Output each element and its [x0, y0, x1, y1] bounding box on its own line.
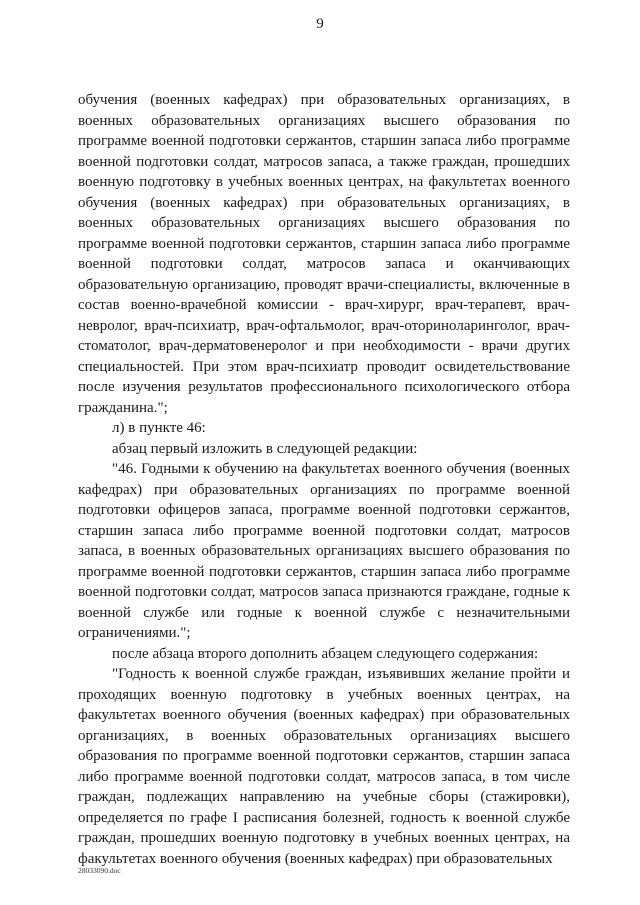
paragraph-fitness-text: "Годность к военной службе граждан, изъявивших желание пройти и проходящих военную подготовку в учебных военных центрах, на факультетах военного обучения (военных кафедрах) при образовательных организациях, в военных образовательных организациях высшего образования по программе военной подготовки сержантов, старшин запаса либо программе военной подготовки солдат, матросов запаса, в том числе граждан, подлежащих направлению на учебные сборы (стажировки), определяется по графе I расписания болезней, годность к военной службе граждан, прошедших военную подготовку в учебных военных центрах, на факультетах военного обучения (военных кафедрах) при образовательных [78, 666, 570, 867]
paragraph-subitem-l: л) в пункте 46: [112, 420, 206, 436]
document-footer-filename: 28033090.doc [78, 866, 121, 875]
paragraph-instruction-first-abzac: абзац первый изложить в следующей редакции: [112, 440, 418, 457]
paragraph-continuation: обучения (военных кафедрах) при образовательных организациях, в военных образовательных организациях высшего образования по программе военной подготовки сержантов, старшин запаса либо программе военной подготовки солдат, матросов запаса, а также граждан, прошедших военную подготовку в учебных военных центрах, на факультетах военного обучения (военных кафедрах) при образовательных организациях, в военных образовательных организациях высшего образования по программе военной подготовки сержантов, старшин запаса либо программе военной подготовки солдат, матросов запаса и оканчивающих образовательную организацию, проводят врачи-специалисты, включенные в состав военно-врачебной комиссии - врач-хирург, врач-терапевт, врач-невролог, врач-психиатр, врач-офтальмолог, врач-оториноларинголог, врач-стоматолог, врач-дерматовенеролог и при необходимости - врачи других специальностей. При этом врач-психиатр проводит освидетельствование после изучения результатов профессионального психологического отбора гражданина."; [78, 92, 570, 416]
paragraph-clause-46: "46. Годными к обучению на факультетах военного обучения (военных кафедрах) при образовательных организациях по программе военной подготовки офицеров запаса, программе военной подготовки сержантов, старшин запаса либо программе военной подготовки солдат, матросов запаса, в военных образовательных организациях высшего образования по программе военной подготовки сержантов, старшин запаса либо программе военной подготовки солдат, матросов запаса признаются граждане, годные к военной службе или годные к военной службе с незначительными ограничениями."; [78, 461, 570, 641]
paragraph-instruction-add-abzac: после абзаца второго дополнить абзацем следующего содержания: [112, 645, 539, 662]
document-body [78, 90, 570, 869]
page-number: 9 [316, 16, 324, 32]
